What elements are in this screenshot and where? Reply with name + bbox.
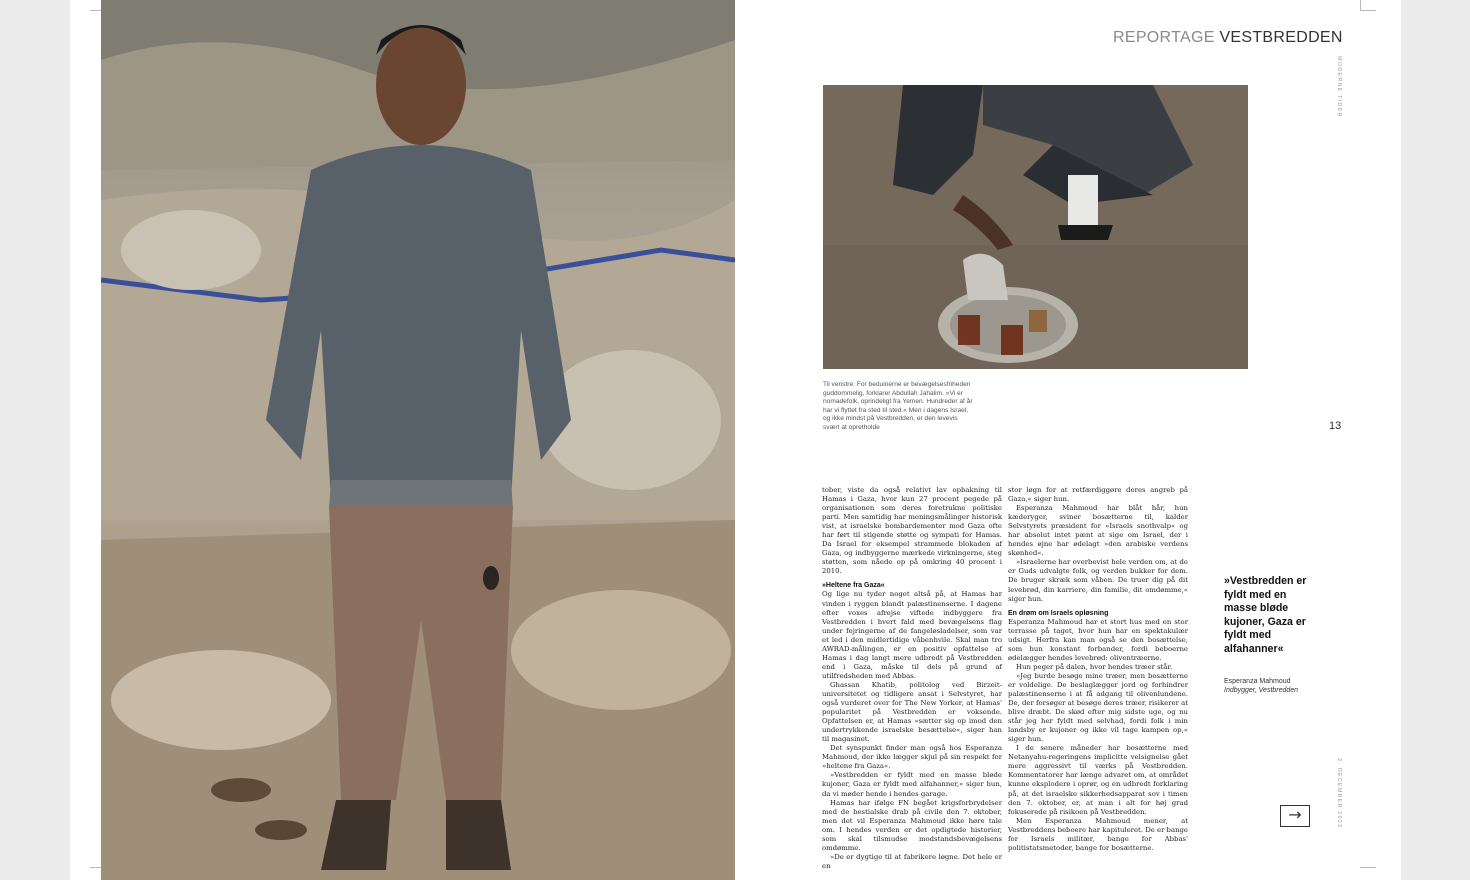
paragraph: tober, viste da også relativt lav opbakning til Hamas i Gaza, hvor kun 27 procent pegede på organisationen som deres foretrukne politiske parti. Men samtidig har meningsmålinger historisk vist, at israelske bombardementer mod Gaza ofte har ført til stigende støtte og sympati for Hamas. Da Israel for eksempel strammede blokaden af Gaza, og indbyggerne mærkede virkningerne, steg støtten, som nåede op på omkring 40 procent i 2010. [822,486,1002,576]
magazine-side-label: MODERNE TIDER [1336,56,1342,118]
paragraph: Hun peger på dalen, hvor hendes træer står. [1016,662,1173,671]
article-column-1 [822,486,1002,871]
article-column-2 [1008,486,1188,853]
paragraph: »Jeg burde besøge mine træer, men bosætterne er voldelige. De beslaglægger jord og forhindrer palæstinenserne i at få adgang til olivenlundene. De, der forsøger at besøge deres træer, risikerer at blive dræbt. De skød efter mig sidste uge, og nu står jeg her fyldt med selvhad, fordi folk i min landsby er kujoner og ikke vil tage kampen op,« siger hun. [1008,671,1188,744]
attribution-name: Esperanza Mahmoud [1224,678,1291,685]
subheading: En drøm om Israels opløsning [1008,609,1109,617]
section-header [1113,29,1343,47]
paragraph: Esperanza Mahmoud har et stort hus med en stor terrasse på taget, hvor hun har en spektakulær udsigt. Herfra kan man også se den bosættelse, som hun konstant forbander, fordi beboerne ødelægger hendes levebrød: oliventræerne. [1008,617,1188,662]
photo-caption: Til venstre: For beduinerne er bevægelsesfriheden guddommelig, forklarer Abdullah Jahalim. »Vi er nomadefolk, oprindeligt fra Yemen. Hundreder af år har vi flyttet fra sted til sted.« Men i dagens Israel, og ikke mindst på Vestbredden, er den levevis svært at opretholde [823,381,973,431]
paragraph: Og lige nu tyder noget altså på, at Hamas har vinden i ryggen blandt palæstinenserne. I dagene efter voxes afrejse viftede indbyggere fra Vestbredden i hvert fald med bevægelsens flag under fejringerne af de fangeløsladelser, som var et led i den midlertidige våbenhvile. Skal man tro AWRAD-målingen, er en positiv opfattelse af Hamas i dag langt mere udbredt på Vestbredden end i Gaza, måske til dels på grund af utilfredsheden med Abbas. [822,590,1002,680]
crop-mark [1360,867,1376,868]
tea-photo [823,85,1248,369]
attribution-role: Indbygger, Vestbredden [1224,687,1299,694]
section-kicker: REPORTAGE [1113,29,1215,46]
crop-mark [1360,10,1376,11]
paragraph: I de senere måneder har bosætterne med Netanyahu-regeringens implicitte velsignelse gået mere aggressivt til værks på Vestbredden. Kommentatorer har længe advaret om, at området kunne eksplodere i oprør, og en udbredt forklaring på, at det israelske sikkerhedsapparat sov i timen den 7. oktober, er, at man i alt for høj grad fokuserede på risikoen på Vestbredden. [1008,744,1188,816]
paragraph: »Israelerne har overbevist hele verden om, at de er Guds udvalgte folk, og verden bukker for dem. De bruger skræk som våben. De truer dig på dit levebrød, din karriere, din familie, dit omdømme,« siger hun. [1008,558,1188,603]
page-number: 13 [1329,420,1342,432]
paragraph: stor løgn for at retfærdiggøre deres angreb på Gaza,« siger hun. [1008,486,1188,504]
section-title: VESTBREDDEN [1219,29,1343,46]
portrait-photo [101,0,735,880]
paragraph: Det synspunkt finder man også hos Esperanza Mahmoud, der ikke lægger skjul på sin respekt for »heltene fra Gaza«. [822,744,1002,771]
date-side-label: 2. DECEMBER 2023 [1336,758,1342,829]
crop-mark [1360,0,1361,10]
paragraph: Esperanza Mahmoud har blåt hår, hun kæderyger, sviner bosætterne til, kalder Selvstyrets præsident for »Israels snothvalp« og har absolut intet pænt at sige om Israel, der i hendes øjne har ødelagt »den arabiske verdens skønhed«. [1008,504,1188,558]
paragraph: »Vestbredden er fyldt med en masse bløde kujoner, Gaza er fyldt med alfahanner,« siger hun, da vi møder hende i hendes garage. [822,771,1002,798]
pull-quote: »Vestbredden er fyldt med en masse bløde kujoner, Gaza er fyldt med alfahanner« [1224,575,1307,655]
next-page-arrow-icon[interactable]: → [1280,805,1310,827]
quote-attribution [1224,677,1334,695]
paragraph: Men Esperanza Mahmoud mener, at Vestbreddens beboere har kapituleret. De er bange for Israels militær, bange for Abbas' politistatsmetoder, bange for bosætterne. [1008,816,1189,852]
paragraph: Hamas har ifølge FN begået krigsforbrydelser med de bestialske drab på civile den 7. oktober, men det vil Esperanza Mahmoud ikke høre tale om. I hendes verden er det opdigtede historier, som skal tilsmudse modstandsbevægelsens omdømme. [822,798,1002,852]
subheading: »Heltene fra Gaza« [822,582,885,590]
paragraph: Ghassan Khatib, politolog ved Birzeit-universitetet og tidligere ansat i Selvstyret, har også vurderet over for The New Yorker, at Hamas' popularitet på Vestbredden er voksende. Opfattelsen er, at Hamas »sætter sig op imod den undertrykkende israelske besættelse«, siger han til magasinet. [822,680,1002,744]
paragraph: »De er dygtige til at fabrikere løgne. Det hele er en [822,852,1002,870]
